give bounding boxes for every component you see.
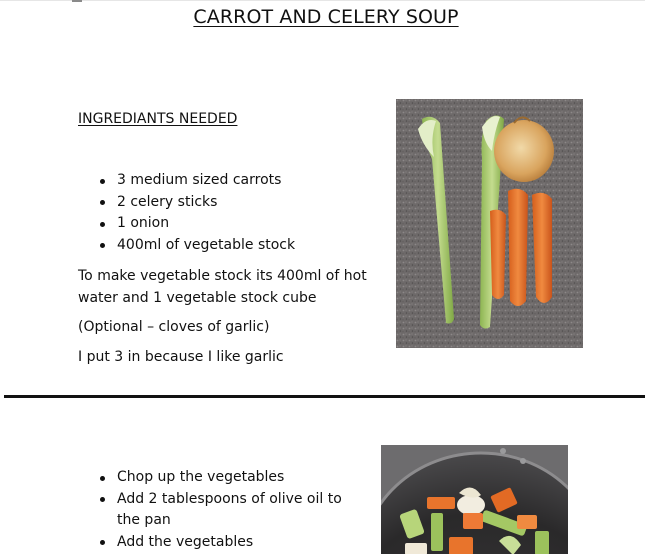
list-item: Add 2 tablespoons of olive oil to the pan: [78, 489, 368, 532]
pan-vegetables-photo: [381, 445, 568, 554]
recipe-title: CARROT AND CELERY SOUP: [193, 6, 459, 28]
ingredients-list: [78, 170, 368, 256]
optional-note: (Optional – cloves of garlic): [78, 319, 270, 335]
stock-note: To make vegetable stock its 400ml of hot water and 1 vegetable stock cube: [78, 268, 367, 306]
method-steps-list: [78, 467, 368, 553]
page-top-edge: [0, 0, 645, 1]
list-item: 2 celery sticks: [78, 192, 368, 214]
list-item: 3 medium sized carrots: [78, 170, 368, 192]
page-top-mark: [72, 0, 82, 2]
garlic-note: I put 3 in because I like garlic: [78, 349, 284, 365]
section-divider: [4, 395, 645, 398]
list-item: Chop up the vegetables: [78, 467, 368, 489]
list-item: 400ml of vegetable stock: [78, 235, 368, 257]
list-item: 1 onion: [78, 213, 368, 235]
ingredients-photo: [396, 99, 583, 348]
list-item: Add the vegetables: [78, 532, 368, 554]
ingredients-heading: INGREDIANTS NEEDED: [78, 111, 238, 127]
